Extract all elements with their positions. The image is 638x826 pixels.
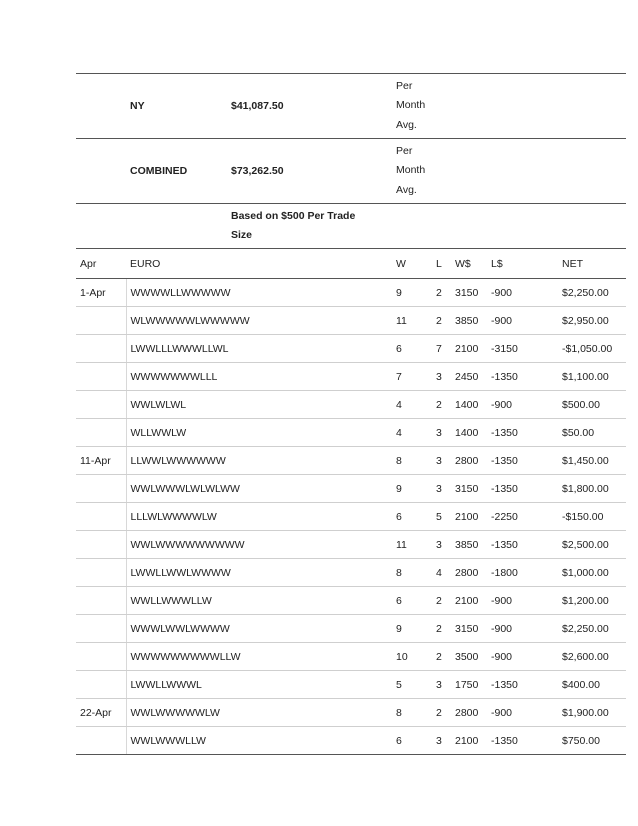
table-row (76, 699, 626, 727)
cell-wins: 5 (392, 671, 432, 699)
cell-date (76, 335, 126, 363)
cell-loss-dollars: -2250 (487, 503, 558, 531)
cell-wins: 10 (392, 643, 432, 671)
cell-loss-dollars: -1350 (487, 419, 558, 447)
table-row (76, 279, 626, 307)
cell-wins: 6 (392, 727, 432, 755)
cell-date (76, 643, 126, 671)
cell-losses: 4 (432, 559, 451, 587)
cell-date (76, 615, 126, 643)
cell-net: $2,500.00 (558, 531, 626, 559)
header-l: L (432, 249, 451, 279)
cell-sequence: WWWWWWWLLL (126, 363, 392, 391)
header-net: NET (558, 249, 626, 279)
cell-sequence: WWLWWWLWLWLWW (126, 475, 392, 503)
cell-net: $1,100.00 (558, 363, 626, 391)
cell-sequence: LWWLLWWWL (126, 671, 392, 699)
cell-net: $1,200.00 (558, 587, 626, 615)
cell-date (76, 363, 126, 391)
cell-net: $500.00 (558, 391, 626, 419)
cell-losses: 3 (432, 419, 451, 447)
cell-net: -$1,050.00 (558, 335, 626, 363)
cell-losses: 3 (432, 531, 451, 559)
cell-wins: 6 (392, 503, 432, 531)
cell-losses: 3 (432, 447, 451, 475)
cell-date: 1-Apr (76, 279, 126, 307)
table-row (76, 643, 626, 671)
cell-win-dollars: 2800 (451, 559, 487, 587)
cell-net: $1,450.00 (558, 447, 626, 475)
cell-loss-dollars: -1800 (487, 559, 558, 587)
table-row (76, 419, 626, 447)
cell-sequence: LWWLLWWLWWWW (126, 559, 392, 587)
cell-loss-dollars: -900 (487, 279, 558, 307)
cell-net: $1,800.00 (558, 475, 626, 503)
header-date: Apr (76, 249, 126, 279)
cell-wins: 8 (392, 559, 432, 587)
cell-loss-dollars: -900 (487, 391, 558, 419)
table-row (76, 727, 626, 755)
basis-note: Based on $500 Per Trade Size (227, 204, 451, 249)
cell-wins: 11 (392, 531, 432, 559)
cell-wins: 8 (392, 699, 432, 727)
cell-losses: 3 (432, 363, 451, 391)
cell-date (76, 587, 126, 615)
cell-date (76, 419, 126, 447)
cell-date (76, 307, 126, 335)
cell-sequence: WWLLWWWLLW (126, 587, 392, 615)
cell-date (76, 559, 126, 587)
summary-note: Per Month Avg. (392, 74, 487, 139)
cell-sequence: LLLWLWWWWLW (126, 503, 392, 531)
header-l-dollar: L$ (487, 249, 558, 279)
cell-win-dollars: 3850 (451, 531, 487, 559)
summary-label: COMBINED (126, 139, 227, 204)
cell-date (76, 475, 126, 503)
cell-losses: 2 (432, 307, 451, 335)
header-w: W (392, 249, 432, 279)
cell-sequence: WWLWWWWWWWWW (126, 531, 392, 559)
cell-losses: 2 (432, 587, 451, 615)
cell-sequence: WWWWWWWWWLLW (126, 643, 392, 671)
cell-win-dollars: 3500 (451, 643, 487, 671)
summary-row-ny (76, 74, 626, 139)
table-row (76, 447, 626, 475)
cell-win-dollars: 3850 (451, 307, 487, 335)
cell-win-dollars: 2450 (451, 363, 487, 391)
cell-loss-dollars: -1350 (487, 531, 558, 559)
cell-loss-dollars: -3150 (487, 335, 558, 363)
cell-net: $2,250.00 (558, 279, 626, 307)
cell-date (76, 531, 126, 559)
cell-wins: 9 (392, 615, 432, 643)
cell-wins: 6 (392, 335, 432, 363)
cell-sequence: WWLWWWWWLW (126, 699, 392, 727)
summary-label: NY (126, 74, 227, 139)
cell-date: 22-Apr (76, 699, 126, 727)
cell-date (76, 391, 126, 419)
table-row (76, 391, 626, 419)
cell-losses: 5 (432, 503, 451, 531)
cell-losses: 2 (432, 699, 451, 727)
cell-wins: 7 (392, 363, 432, 391)
summary-amount: $41,087.50 (227, 74, 392, 139)
cell-sequence: WWLWLWL (126, 391, 392, 419)
cell-loss-dollars: -900 (487, 699, 558, 727)
cell-sequence: WLLWWLW (126, 419, 392, 447)
cell-win-dollars: 2100 (451, 503, 487, 531)
cell-losses: 3 (432, 475, 451, 503)
cell-loss-dollars: -1350 (487, 363, 558, 391)
cell-losses: 2 (432, 391, 451, 419)
cell-loss-dollars: -1350 (487, 447, 558, 475)
cell-sequence: WWLWWWLLW (126, 727, 392, 755)
cell-sequence: LLWWLWWWWWW (126, 447, 392, 475)
cell-losses: 3 (432, 671, 451, 699)
cell-loss-dollars: -900 (487, 587, 558, 615)
cell-date (76, 503, 126, 531)
table-row (76, 307, 626, 335)
summary-row-combined (76, 139, 626, 204)
trade-results-table (76, 73, 626, 755)
cell-win-dollars: 2800 (451, 447, 487, 475)
cell-losses: 2 (432, 615, 451, 643)
cell-win-dollars: 3150 (451, 615, 487, 643)
cell-win-dollars: 1400 (451, 419, 487, 447)
cell-net: $2,950.00 (558, 307, 626, 335)
cell-losses: 2 (432, 643, 451, 671)
cell-win-dollars: 3150 (451, 279, 487, 307)
cell-sequence: WWWLWWLWWWW (126, 615, 392, 643)
cell-net: $1,000.00 (558, 559, 626, 587)
cell-net: $750.00 (558, 727, 626, 755)
cell-loss-dollars: -900 (487, 307, 558, 335)
cell-win-dollars: 2800 (451, 699, 487, 727)
cell-wins: 11 (392, 307, 432, 335)
table-row (76, 531, 626, 559)
cell-wins: 4 (392, 419, 432, 447)
cell-win-dollars: 1400 (451, 391, 487, 419)
cell-loss-dollars: -1350 (487, 475, 558, 503)
table-row (76, 503, 626, 531)
cell-win-dollars: 2100 (451, 335, 487, 363)
cell-sequence: WLWWWWWLWWWWW (126, 307, 392, 335)
cell-net: $2,600.00 (558, 643, 626, 671)
summary-amount: $73,262.50 (227, 139, 392, 204)
cell-win-dollars: 2100 (451, 587, 487, 615)
basis-note-row (76, 204, 626, 249)
cell-loss-dollars: -900 (487, 643, 558, 671)
cell-losses: 2 (432, 279, 451, 307)
cell-wins: 8 (392, 447, 432, 475)
cell-win-dollars: 2100 (451, 727, 487, 755)
summary-note: Per Month Avg. (392, 139, 487, 204)
cell-loss-dollars: -1350 (487, 671, 558, 699)
header-w-dollar: W$ (451, 249, 487, 279)
cell-net: -$150.00 (558, 503, 626, 531)
cell-net: $50.00 (558, 419, 626, 447)
header-pair: EURO (126, 249, 392, 279)
cell-sequence: WWWWLLWWWWW (126, 279, 392, 307)
cell-win-dollars: 1750 (451, 671, 487, 699)
table-row (76, 475, 626, 503)
cell-net: $400.00 (558, 671, 626, 699)
table-row (76, 671, 626, 699)
cell-losses: 7 (432, 335, 451, 363)
table-row (76, 615, 626, 643)
cell-sequence: LWWLLLWWWLLWL (126, 335, 392, 363)
cell-date: 11-Apr (76, 447, 126, 475)
cell-net: $1,900.00 (558, 699, 626, 727)
cell-loss-dollars: -900 (487, 615, 558, 643)
cell-net: $2,250.00 (558, 615, 626, 643)
table-row (76, 335, 626, 363)
cell-date (76, 727, 126, 755)
cell-wins: 9 (392, 279, 432, 307)
header-row (76, 249, 626, 279)
cell-date (76, 671, 126, 699)
cell-win-dollars: 3150 (451, 475, 487, 503)
cell-wins: 4 (392, 391, 432, 419)
cell-wins: 9 (392, 475, 432, 503)
table-row (76, 363, 626, 391)
table-row (76, 559, 626, 587)
cell-losses: 3 (432, 727, 451, 755)
cell-loss-dollars: -1350 (487, 727, 558, 755)
cell-wins: 6 (392, 587, 432, 615)
table-row (76, 587, 626, 615)
